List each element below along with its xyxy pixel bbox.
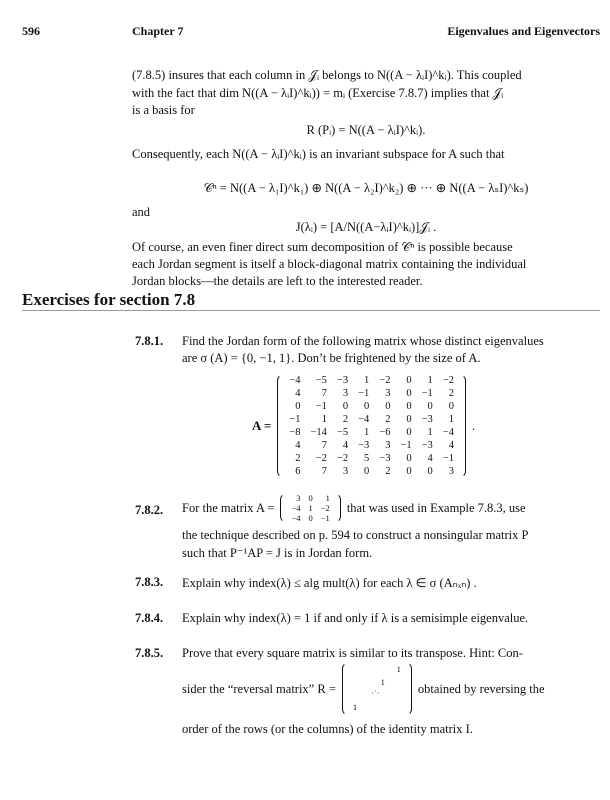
matrix-entry: 0 [406, 466, 412, 477]
body-line: with the fact that dim N((A − λᵢI)^kᵢ)) = mᵢ (Exercise 7.8.7) implies that 𝒥ᵢ [132, 86, 504, 100]
matrix-entry: 2 [342, 414, 349, 425]
period: . [471, 418, 476, 433]
matrix-entry: 1 [321, 414, 327, 425]
section-rule [22, 310, 600, 311]
matrix-entry: 0 [427, 466, 433, 477]
matrix-entry: 1 [308, 503, 313, 513]
matrix-entry: 3 [342, 388, 349, 399]
matrix-entry: 0 [364, 466, 370, 477]
matrix-entry: −3 [336, 375, 349, 386]
right-paren [459, 374, 466, 478]
exercise-text: are σ (A) = {0, −1, 1}. Don’t be frightened by the size of A. [182, 351, 481, 365]
matrix-entry: −4 [442, 427, 454, 438]
matrix-entry: 2 [295, 453, 301, 464]
matrix-entry: 0 [427, 401, 433, 412]
exercise-text: obtained by reversing the [417, 681, 545, 696]
exercise-text: For the matrix A = [182, 500, 275, 515]
matrix-entry: 0 [448, 401, 454, 412]
matrix-entry: 0 [364, 401, 370, 412]
matrix-entry: 5 [364, 453, 370, 464]
equation: J(λᵢ) = [A/N((A−λᵢI)^kᵢ)]𝒥ᵢ . [295, 220, 437, 234]
matrix-entry: 0 [406, 401, 412, 412]
matrix-entry: −5 [336, 427, 349, 438]
matrix-entry: −3 [421, 414, 433, 425]
matrix-entry: 0 [406, 414, 412, 425]
matrix-entry: −5 [315, 375, 327, 386]
matrix-entry: −4 [358, 414, 370, 425]
matrix-entry: 3 [296, 493, 301, 503]
exercise-line [182, 662, 545, 716]
exercise-text: Explain why index(λ) = 1 if and only if λ is a semisimple eigenvalue. [182, 611, 529, 625]
matrix-entry: 4 [342, 440, 349, 451]
matrix-entry: 4 [427, 453, 433, 464]
section-heading: Exercises for section 7.8 [22, 290, 196, 309]
matrix-entry: 2 [385, 466, 391, 477]
exercise-number: 7.8.2. [135, 503, 164, 517]
matrix-label: A = [252, 418, 272, 433]
equation: R (Pᵢ) = N((A − λᵢI)^kᵢ). [306, 123, 426, 137]
matrix-row [287, 493, 333, 503]
exercise-text: Find the Jordan form of the following matrix whose distinct eigenvalues [182, 334, 544, 348]
matrix-entry: 3 [448, 466, 454, 477]
matrix-entry: −2 [336, 453, 349, 464]
matrix-entry: 0 [406, 375, 412, 386]
matrix-entry: 1 [364, 375, 370, 386]
exercise-text: the technique described on p. 594 to construct a nonsingular matrix P [182, 528, 529, 542]
body-line: Of course, an even finer direct sum decomposition of 𝒞ⁿ is possible because [132, 240, 513, 254]
matrix-entry: 3 [385, 440, 391, 451]
right-paren [334, 493, 341, 523]
matrix-entry: 1 [380, 677, 385, 687]
matrix-entry: −2 [315, 453, 327, 464]
matrix-a-equation [252, 374, 475, 478]
matrix-entry: 6 [295, 466, 301, 477]
exercise-text: Prove that every square matrix is similar to its transpose. Hint: Con- [182, 646, 523, 660]
matrix-row [284, 374, 459, 387]
chapter-label: Chapter 7 [132, 24, 184, 38]
matrix-entry: −14 [310, 427, 327, 438]
matrix-row [287, 513, 333, 523]
exercise-text: Explain why index(λ) ≤ alg mult(λ) for each λ ∈ σ (Aₙₓₙ) . [182, 576, 477, 590]
exercise-number: 7.8.1. [135, 334, 164, 348]
body-line: and [132, 205, 151, 219]
matrix-row [284, 439, 459, 452]
left-paren [280, 493, 287, 523]
body-line: each Jordan segment is itself a block-diagonal matrix containing the individual [132, 257, 527, 271]
matrix-entry: 1 [325, 493, 330, 503]
matrix-entry: −4 [289, 375, 301, 386]
matrix-entry: 0 [385, 401, 391, 412]
body-line: (7.8.5) insures that each column in 𝒥ᵢ belongs to N((A − λᵢI)^kᵢ). This coupled [132, 68, 522, 82]
exercise-text: such that P⁻¹AP = J is in Jordan form. [182, 546, 373, 560]
matrix-entry: −6 [379, 427, 391, 438]
matrix-entry: −1 [289, 414, 301, 425]
reversal-matrix [342, 662, 412, 716]
matrix-entry: −3 [358, 440, 370, 451]
matrix-row [284, 413, 459, 426]
matrix-entry: −2 [442, 375, 454, 386]
left-paren [277, 374, 284, 478]
matrix-row [287, 503, 333, 513]
matrix-entry: 2 [385, 414, 391, 425]
matrix-entry: 0 [308, 493, 313, 503]
exercise-number: 7.8.4. [135, 611, 164, 625]
matrix-a-small [280, 493, 340, 523]
body-line: Consequently, each N((A − λᵢI)^kᵢ) is an invariant subspace for A such that [132, 147, 505, 161]
matrix-row [284, 400, 459, 413]
matrix-entry: 0 [406, 453, 412, 464]
matrix-a [277, 374, 466, 478]
matrix-entry: −1 [421, 388, 433, 399]
matrix-entry: −1 [442, 453, 454, 464]
matrix-entry: 0 [406, 427, 412, 438]
matrix-entry: −1 [315, 401, 327, 412]
exercise-text: sider the “reversal matrix” R = [182, 681, 336, 696]
matrix-entry: 1 [448, 414, 454, 425]
matrix-entry: −3 [421, 440, 433, 451]
matrix-entry: −4 [291, 503, 301, 513]
matrix-row [284, 426, 459, 439]
matrix-entry: 1 [364, 427, 370, 438]
matrix-entry: −4 [291, 513, 301, 523]
matrix-entry: 4 [295, 440, 301, 451]
matrix-entry: −8 [289, 427, 301, 438]
exercise-number: 7.8.3. [135, 575, 164, 589]
matrix-entry: 1 [427, 427, 433, 438]
matrix-entry: −1 [400, 440, 412, 451]
body-line: Jordan blocks—the details are left to the interested reader. [132, 274, 423, 288]
matrix-entry: 1 [427, 375, 433, 386]
matrix-entry: 1 [396, 664, 401, 674]
matrix-entry: −2 [379, 375, 391, 386]
right-paren [405, 662, 412, 716]
matrix-entry: 3 [385, 388, 391, 399]
matrix-entry: 4 [295, 388, 301, 399]
matrix-entry: 1 [352, 702, 358, 712]
matrix-entry: 7 [321, 466, 327, 477]
matrix-entry: 7 [321, 440, 327, 451]
exercise-line [182, 493, 526, 523]
left-paren [342, 662, 349, 716]
exercise-number: 7.8.5. [135, 646, 164, 660]
matrix-entry: −2 [320, 503, 330, 513]
matrix-entry: 0 [342, 401, 349, 412]
matrix-entry: 0 [308, 513, 313, 523]
matrix-row [284, 452, 459, 465]
matrix-entry: 0 [295, 401, 301, 412]
matrix-entry: −1 [320, 513, 330, 523]
matrix-entry: 4 [448, 440, 454, 451]
matrix-entry: 2 [448, 388, 454, 399]
matrix-entry: −1 [358, 388, 370, 399]
exercise-text: that was used in Example 7.8.3, use [346, 500, 526, 515]
body-line: is a basis for [132, 103, 195, 117]
equation: 𝒞ⁿ = N((A − λ₁I)^k₁) ⊕ N((A − λ₂I)^k₂) ⊕ ··· ⊕ N((A − λₛI)^kₛ) [203, 181, 529, 195]
page-number: 596 [22, 24, 40, 38]
exercise-text: order of the rows (or the columns) of the identity matrix I. [182, 722, 473, 736]
matrix-row [284, 465, 459, 478]
matrix-entry: −3 [379, 453, 391, 464]
matrix-dots: ·˙· [370, 688, 380, 698]
chapter-title: Eigenvalues and Eigenvectors [447, 24, 600, 38]
matrix-entry: 0 [406, 388, 412, 399]
matrix-entry: 3 [342, 466, 349, 477]
matrix-row [284, 387, 459, 400]
matrix-entry: 7 [321, 388, 327, 399]
